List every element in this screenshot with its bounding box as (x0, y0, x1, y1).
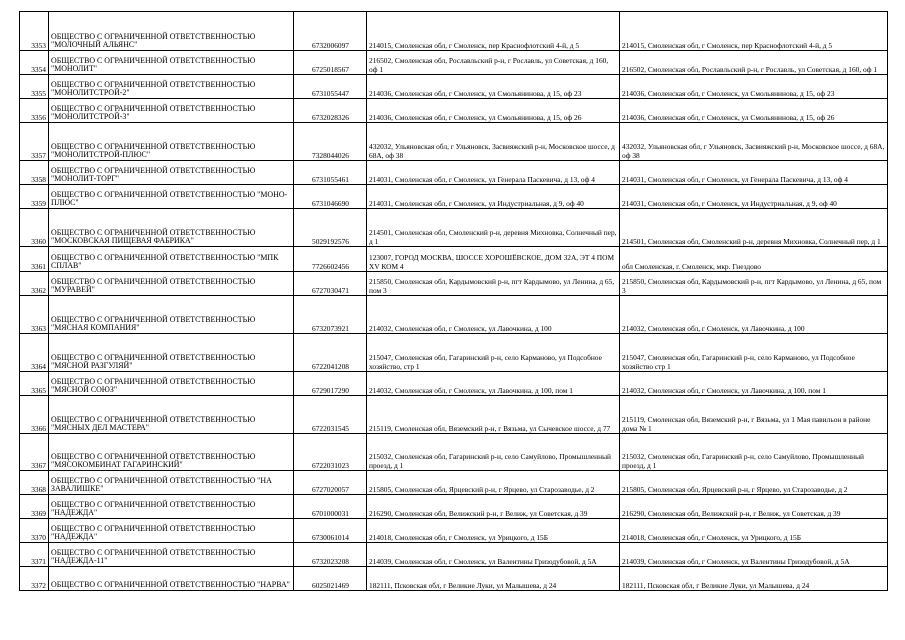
org-name: ОБЩЕСТВО С ОГРАНИЧЕННОЙ ОТВЕТСТВЕННОСТЬЮ "НАДЕЖДА-11" (49, 543, 294, 567)
actual-address: 214039, Смоленская обл, г Смоленск, ул Валентины Гризодубовой, д 5А (620, 543, 888, 567)
row-number: 3358 (20, 161, 49, 185)
org-name: ОБЩЕСТВО С ОГРАНИЧЕННОЙ ОТВЕТСТВЕННОСТЬЮ "НА ЗАВАЛИШКЕ" (49, 471, 294, 495)
org-name: ОБЩЕСТВО С ОГРАНИЧЕННОЙ ОТВЕТСТВЕННОСТЬЮ "МЯСНЫХ ДЕЛ МАСТЕРА" (49, 396, 294, 434)
org-name: ОБЩЕСТВО С ОГРАНИЧЕННОЙ ОТВЕТСТВЕННОСТЬЮ "НАРВА" (49, 567, 294, 591)
inn: 6729017290 (294, 372, 367, 396)
legal-address: 215047, Смоленская обл, Гагаринский р-н, село Карманово, ул Подсобное хозяйство, стр 1 (367, 334, 620, 372)
row-number: 3366 (20, 396, 49, 434)
actual-address: 215119, Смоленская обл, Вяземский р-н, г Вязьма, ул 1 Мая павильон в районе дома № 1 (620, 396, 888, 434)
table-row (20, 471, 888, 495)
actual-address: 214032, Смоленская обл, г Смоленск, ул Лавочкина, д 100 (620, 296, 888, 334)
org-name: ОБЩЕСТВО С ОГРАНИЧЕННОЙ ОТВЕТСТВЕННОСТЬЮ "МОНОЛИТСТРОЙ-2" (49, 75, 294, 99)
inn: 6731055447 (294, 75, 367, 99)
actual-address: 214036, Смоленская обл, г Смоленск, ул Смольянинова, д 15, оф 26 (620, 99, 888, 123)
table-row (20, 209, 888, 247)
org-name: ОБЩЕСТВО С ОГРАНИЧЕННОЙ ОТВЕТСТВЕННОСТЬЮ "МУРАВЕЙ" (49, 272, 294, 296)
inn: 6722031023 (294, 434, 367, 471)
legal-address: 216290, Смоленская обл, Велижский р-н, г Велиж, ул Советская, д 39 (367, 495, 620, 519)
table-row (20, 434, 888, 471)
inn: 6725018567 (294, 51, 367, 75)
legal-address: 214018, Смоленская обл, г Смоленск, ул Урицкого, д 15Б (367, 519, 620, 543)
table-row (20, 519, 888, 543)
inn: 6701000031 (294, 495, 367, 519)
table-row (20, 495, 888, 519)
table-row (20, 75, 888, 99)
org-name: ОБЩЕСТВО С ОГРАНИЧЕННОЙ ОТВЕТСТВЕННОСТЬЮ "МЯСНАЯ КОМПАНИЯ" (49, 296, 294, 334)
table-row (20, 247, 888, 272)
table-row (20, 334, 888, 372)
legal-address: 214039, Смоленская обл, г Смоленск, ул Валентины Гризодубовой, д 5А (367, 543, 620, 567)
org-name: ОБЩЕСТВО С ОГРАНИЧЕННОЙ ОТВЕТСТВЕННОСТЬЮ "НАДЕЖДА" (49, 519, 294, 543)
row-number: 3367 (20, 434, 49, 471)
inn: 6722031545 (294, 396, 367, 434)
org-name: ОБЩЕСТВО С ОГРАНИЧЕННОЙ ОТВЕТСТВЕННОСТЬЮ "МЯСОКОМБИНАТ ГАГАРИНСКИЙ" (49, 434, 294, 471)
org-name: ОБЩЕСТВО С ОГРАНИЧЕННОЙ ОТВЕТСТВЕННОСТЬЮ "МОЛОЧНЫЙ АЛЬЯНС" (49, 12, 294, 51)
org-name: ОБЩЕСТВО С ОГРАНИЧЕННОЙ ОТВЕТСТВЕННОСТЬЮ "МЯСНОЙ РАЗГУЛЯЙ" (49, 334, 294, 372)
actual-address: 214015, Смоленская обл, г Смоленск, пер Краснофлотский 4-й, д 5 (620, 12, 888, 51)
inn: 6722041208 (294, 334, 367, 372)
actual-address: 215850, Смоленская обл, Кардымовский р-н, пгт Кардымово, ул Ленина, д 65, пом 3 (620, 272, 888, 296)
row-number: 3355 (20, 75, 49, 99)
org-name: ОБЩЕСТВО С ОГРАНИЧЕННОЙ ОТВЕТСТВЕННОСТЬЮ "МОНОЛИТСТРОЙ-3" (49, 99, 294, 123)
legal-address: 214032, Смоленская обл, г Смоленск, ул Лавочкина, д 100 (367, 296, 620, 334)
legal-address: 214032, Смоленская обл, г Смоленск, ул Лавочкина, д 100, пом 1 (367, 372, 620, 396)
actual-address: 432032, Ульяновская обл, г Ульяновск, Засвияжский р-н, Московское шоссе, д 68А, оф 38 (620, 123, 888, 161)
legal-address: 182111, Псковская обл, г Великие Луки, ул Малышева, д 24 (367, 567, 620, 591)
row-number: 3360 (20, 209, 49, 247)
row-number: 3359 (20, 185, 49, 209)
row-number: 3365 (20, 372, 49, 396)
inn: 6732028326 (294, 99, 367, 123)
actual-address: 216290, Смоленская обл, Велижский р-н, г Велиж, ул Советская, д 39 (620, 495, 888, 519)
legal-address: 214501, Смоленская обл, Смоленский р-н, деревня Михновка, Солнечный пер, д 1 (367, 209, 620, 247)
legal-address: 214036, Смоленская обл, г Смоленск, ул Смольянинова, д 15, оф 26 (367, 99, 620, 123)
org-name: ОБЩЕСТВО С ОГРАНИЧЕННОЙ ОТВЕТСТВЕННОСТЬЮ "МОСКОВСКАЯ ПИЩЕВАЯ ФАБРИКА" (49, 209, 294, 247)
org-name: ОБЩЕСТВО С ОГРАНИЧЕННОЙ ОТВЕТСТВЕННОСТЬЮ "МЯСНОЙ СОЮЗ" (49, 372, 294, 396)
inn: 6727030471 (294, 272, 367, 296)
table-row (20, 99, 888, 123)
legal-address: 214031, Смоленская обл, г Смоленск, ул Генерала Паскевича, д 13, оф 4 (367, 161, 620, 185)
table-row (20, 185, 888, 209)
row-number: 3362 (20, 272, 49, 296)
table-row (20, 372, 888, 396)
table-row (20, 296, 888, 334)
org-name: ОБЩЕСТВО С ОГРАНИЧЕННОЙ ОТВЕТСТВЕННОСТЬЮ "МОНОЛИТСТРОЙ-ПЛЮС" (49, 123, 294, 161)
row-number: 3356 (20, 99, 49, 123)
legal-address: 215805, Смоленская обл, Ярцевский р-н, г Ярцево, ул Старозаводье, д 2 (367, 471, 620, 495)
org-name: ОБЩЕСТВО С ОГРАНИЧЕННОЙ ОТВЕТСТВЕННОСТЬЮ "МОНО-ПЛЮС" (49, 185, 294, 209)
legal-address: 215032, Смоленская обл, Гагаринский р-н, село Самуйлово, Промышленный проезд, д 1 (367, 434, 620, 471)
inn: 6730061014 (294, 519, 367, 543)
row-number: 3361 (20, 247, 49, 272)
actual-address: 214018, Смоленская обл, г Смоленск, ул Урицкого, д 15Б (620, 519, 888, 543)
row-number: 3357 (20, 123, 49, 161)
row-number: 3370 (20, 519, 49, 543)
table-row (20, 123, 888, 161)
inn: 6025021469 (294, 567, 367, 591)
inn: 6731046690 (294, 185, 367, 209)
row-number: 3368 (20, 471, 49, 495)
legal-address: 214015, Смоленская обл, г Смоленск, пер Краснофлотский 4-й, д 5 (367, 12, 620, 51)
registry-table (19, 11, 888, 591)
inn: 6732023208 (294, 543, 367, 567)
actual-address: 182111, Псковская обл, г Великие Луки, ул Малышева, д 24 (620, 567, 888, 591)
row-number: 3363 (20, 296, 49, 334)
inn: 5029192576 (294, 209, 367, 247)
row-number: 3353 (20, 12, 49, 51)
inn: 7328044026 (294, 123, 367, 161)
actual-address: 215032, Смоленская обл, Гагаринский р-н, село Самуйлово, Промышленный проезд, д 1 (620, 434, 888, 471)
row-number: 3369 (20, 495, 49, 519)
legal-address: 432032, Ульяновская обл, г Ульяновск, Засвияжский р-н, Московское шоссе, д 68А, оф 38 (367, 123, 620, 161)
row-number: 3371 (20, 543, 49, 567)
inn: 6731055461 (294, 161, 367, 185)
org-name: ОБЩЕСТВО С ОГРАНИЧЕННОЙ ОТВЕТСТВЕННОСТЬЮ "МПК СПЛАВ" (49, 247, 294, 272)
legal-address: 214031, Смоленская обл, г Смоленск, ул Индустриальная, д 9, оф 40 (367, 185, 620, 209)
org-name: ОБЩЕСТВО С ОГРАНИЧЕННОЙ ОТВЕТСТВЕННОСТЬЮ "МОНОЛИТ" (49, 51, 294, 75)
table-row (20, 567, 888, 591)
inn: 6732006097 (294, 12, 367, 51)
actual-address: 215047, Смоленская обл, Гагаринский р-н, село Карманово, ул Подсобное хозяйство стр 1 (620, 334, 888, 372)
actual-address: 214501, Смоленская обл, Смоленский р-н, деревня Михновка, Солнечный пер, д 1 (620, 209, 888, 247)
legal-address: 214036, Смоленская обл, г Смоленск, ул Смольянинова, д 15, оф 23 (367, 75, 620, 99)
table-row (20, 396, 888, 434)
legal-address: 123007, ГОРОД МОСКВА, ШОССЕ ХОРОШЁВСКОЕ, ДОМ 32А, ЭТ 4 ПОМ XV КОМ 4 (367, 247, 620, 272)
actual-address: 215805, Смоленская обл, Ярцевский р-н, г Ярцево, ул Старозаводье, д 2 (620, 471, 888, 495)
actual-address: 214031, Смоленская обл, г Смоленск, ул Индустриальная, д 9, оф 40 (620, 185, 888, 209)
actual-address: 214032, Смоленская обл, г Смоленск, ул Лавочкина, д 100, пом 1 (620, 372, 888, 396)
actual-address: 214031, Смоленская обл, г Смоленск, ул Генерала Паскевича, д 13, оф 4 (620, 161, 888, 185)
table-row (20, 51, 888, 75)
row-number: 3364 (20, 334, 49, 372)
legal-address: 216502, Смоленская обл, Рославльский р-н, г Рославль, ул Советская, д 160, оф 1 (367, 51, 620, 75)
legal-address: 215850, Смоленская обл, Кардымовский р-н, пгт Кардымово, ул Ленина, д 65, пом 3 (367, 272, 620, 296)
table-row (20, 12, 888, 51)
org-name: ОБЩЕСТВО С ОГРАНИЧЕННОЙ ОТВЕТСТВЕННОСТЬЮ "НАДЕЖДА" (49, 495, 294, 519)
actual-address: 216502, Смоленская обл, Рославльский р-н, г Рославль, ул Советская, д 160, оф 1 (620, 51, 888, 75)
table-row (20, 161, 888, 185)
inn: 6727020057 (294, 471, 367, 495)
inn: 6732073921 (294, 296, 367, 334)
row-number: 3354 (20, 51, 49, 75)
table-row (20, 543, 888, 567)
inn: 7726602456 (294, 247, 367, 272)
org-name: ОБЩЕСТВО С ОГРАНИЧЕННОЙ ОТВЕТСТВЕННОСТЬЮ "МОНОЛИТ-ТОРГ" (49, 161, 294, 185)
actual-address: 214036, Смоленская обл, г Смоленск, ул Смольянинова, д 15, оф 23 (620, 75, 888, 99)
actual-address: обл Смоленская, г. Смоленск, мкр. Гнездово (620, 247, 888, 272)
table-row (20, 272, 888, 296)
legal-address: 215119, Смоленская обл, Вяземский р-н, г Вязьма, ул Сычевское шоссе, д 77 (367, 396, 620, 434)
row-number: 3372 (20, 567, 49, 591)
